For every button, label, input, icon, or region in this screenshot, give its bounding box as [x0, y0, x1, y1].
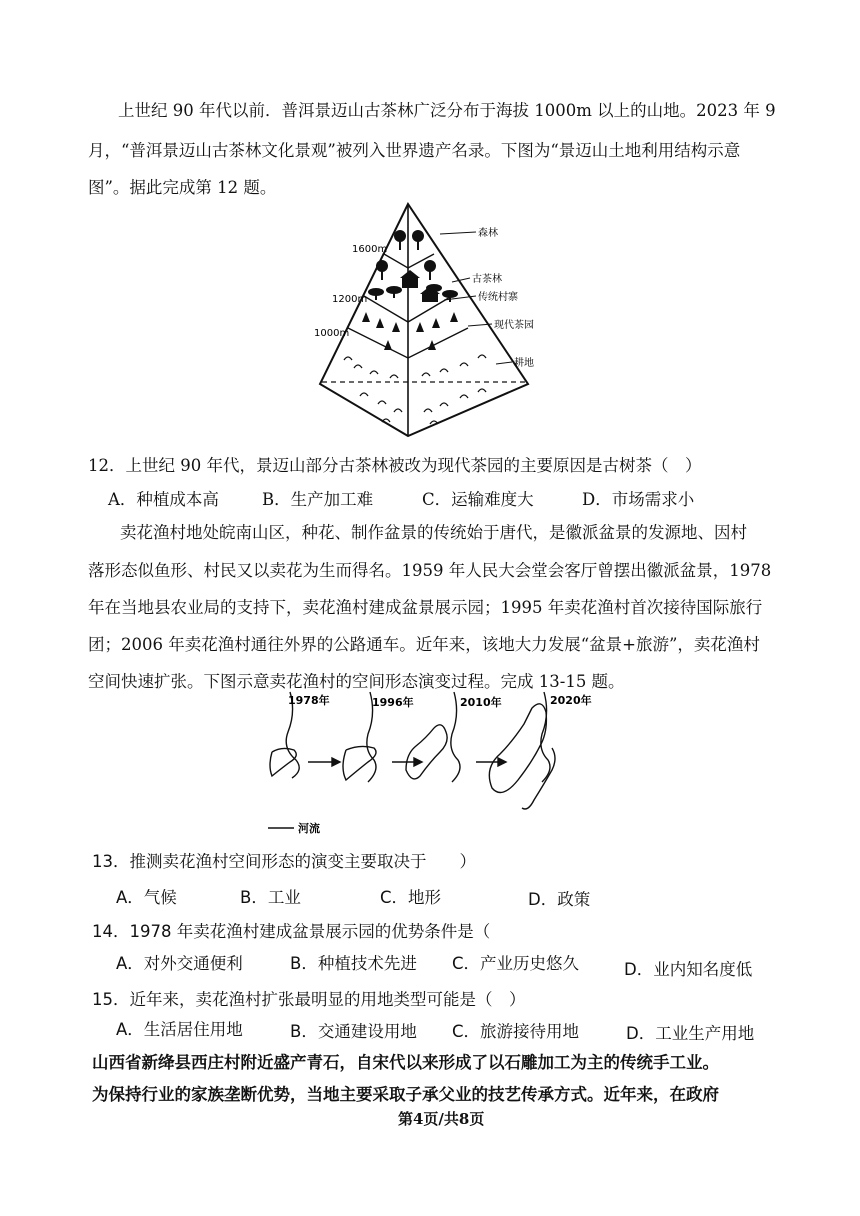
q15-option-c[interactable]: C．旅游接待用地 — [452, 1022, 580, 1041]
legend-farmland: 耕地 — [514, 358, 534, 369]
elevation-1000: 1000m — [314, 328, 350, 339]
q15-option-a[interactable]: A．生活居住用地 — [116, 1020, 243, 1039]
intro2-line4: 团；2006 年卖花渔村通往外界的公路通车。近年来，该地大力发展“盆景+旅游”，卖花渔村 — [88, 635, 760, 654]
village-evolution-figure — [262, 688, 602, 838]
legend-forest: 森林 — [478, 228, 498, 239]
q12-option-b[interactable]: B．生产加工难 — [262, 490, 374, 509]
q12-option-a[interactable]: A．种植成本高 — [108, 490, 219, 509]
legend-river: 河流 — [298, 822, 320, 835]
q14-stem: 14．1978 年卖花渔村建成盆景展示园的优势条件是（ — [92, 922, 491, 941]
q12-stem: 12．上世纪 90 年代，景迈山部分古茶林被改为现代茶园的主要原因是古树茶（ ） — [88, 456, 702, 475]
intro2-line5: 空间快速扩张。下图示意卖花渔村的空间形态演变过程。完成 13-15 题。 — [88, 672, 625, 691]
intro3-line1: 山西省新绛县西庄村附近盛产青石，自宋代以来形成了以石雕加工为主的传统手工业。 — [92, 1053, 719, 1072]
year-2020: 2020年 — [550, 694, 592, 707]
q13-option-a[interactable]: A．气候 — [116, 888, 177, 907]
year-1996: 1996年 — [372, 696, 414, 709]
legend-ancient-tea: 古茶林 — [472, 274, 502, 285]
intro2-line1: 卖花渔村地处皖南山区，种花、制作盆景的传统始于唐代，是徽派盆景的发源地、因村 — [120, 523, 747, 542]
q14-option-b[interactable]: B．种植技术先进 — [290, 954, 417, 973]
legend-modern-tea: 现代茶园 — [494, 320, 534, 331]
legend-village: 传统村寨 — [478, 292, 518, 303]
q14-option-c[interactable]: C．产业历史悠久 — [452, 954, 580, 973]
q13-option-b[interactable]: B．工业 — [240, 888, 301, 907]
q12-option-d[interactable]: D．市场需求小 — [582, 490, 695, 509]
intro3-line2: 为保持行业的家族垄断优势，当地主要采取子承父业的技艺传承方式。近年来，在政府 — [92, 1085, 719, 1104]
q13-option-c[interactable]: C．地形 — [380, 888, 442, 907]
elevation-1200: 1200m — [332, 294, 368, 305]
elevation-1600: 1600m — [352, 244, 388, 255]
intro1-line3: 图”。据此完成第 12 题。 — [88, 178, 277, 197]
intro2-line3: 年在当地县农业局的支持下，卖花渔村建成盆景展示园；1995 年卖花渔村首次接待国际旅行 — [88, 598, 763, 617]
q13-stem: 13．推测卖花渔村空间形态的演变主要取决于 ） — [92, 852, 476, 871]
q13-option-d[interactable]: D．政策 — [528, 890, 591, 909]
land-use-pyramid-figure — [300, 200, 540, 440]
page-number: 第4页/共8页 — [398, 1110, 485, 1128]
q15-option-d[interactable]: D．工业生产用地 — [626, 1024, 755, 1043]
year-2010: 2010年 — [460, 696, 502, 709]
intro2-line2: 落形态似鱼形、村民又以卖花为生而得名。1959 年人民大会堂会客厅曾摆出徽派盆景，1978 — [88, 561, 772, 580]
q15-stem: 15．近年来，卖花渔村扩张最明显的用地类型可能是（ ） — [92, 990, 526, 1009]
q14-option-d[interactable]: D．业内知名度低 — [624, 960, 753, 979]
intro1-line1: 上世纪 90 年代以前．普洱景迈山古茶林广泛分布于海拔 1000m 以上的山地。2023 年 9 — [118, 101, 776, 120]
q15-option-b[interactable]: B．交通建设用地 — [290, 1022, 417, 1041]
q14-option-a[interactable]: A．对外交通便利 — [116, 954, 243, 973]
q12-option-c[interactable]: C．运输难度大 — [422, 490, 534, 509]
intro1-line2: 月，“普洱景迈山古茶林文化景观”被列入世界遗产名录。下图为“景迈山土地利用结构示意 — [88, 141, 741, 160]
year-1978: 1978年 — [288, 694, 330, 707]
